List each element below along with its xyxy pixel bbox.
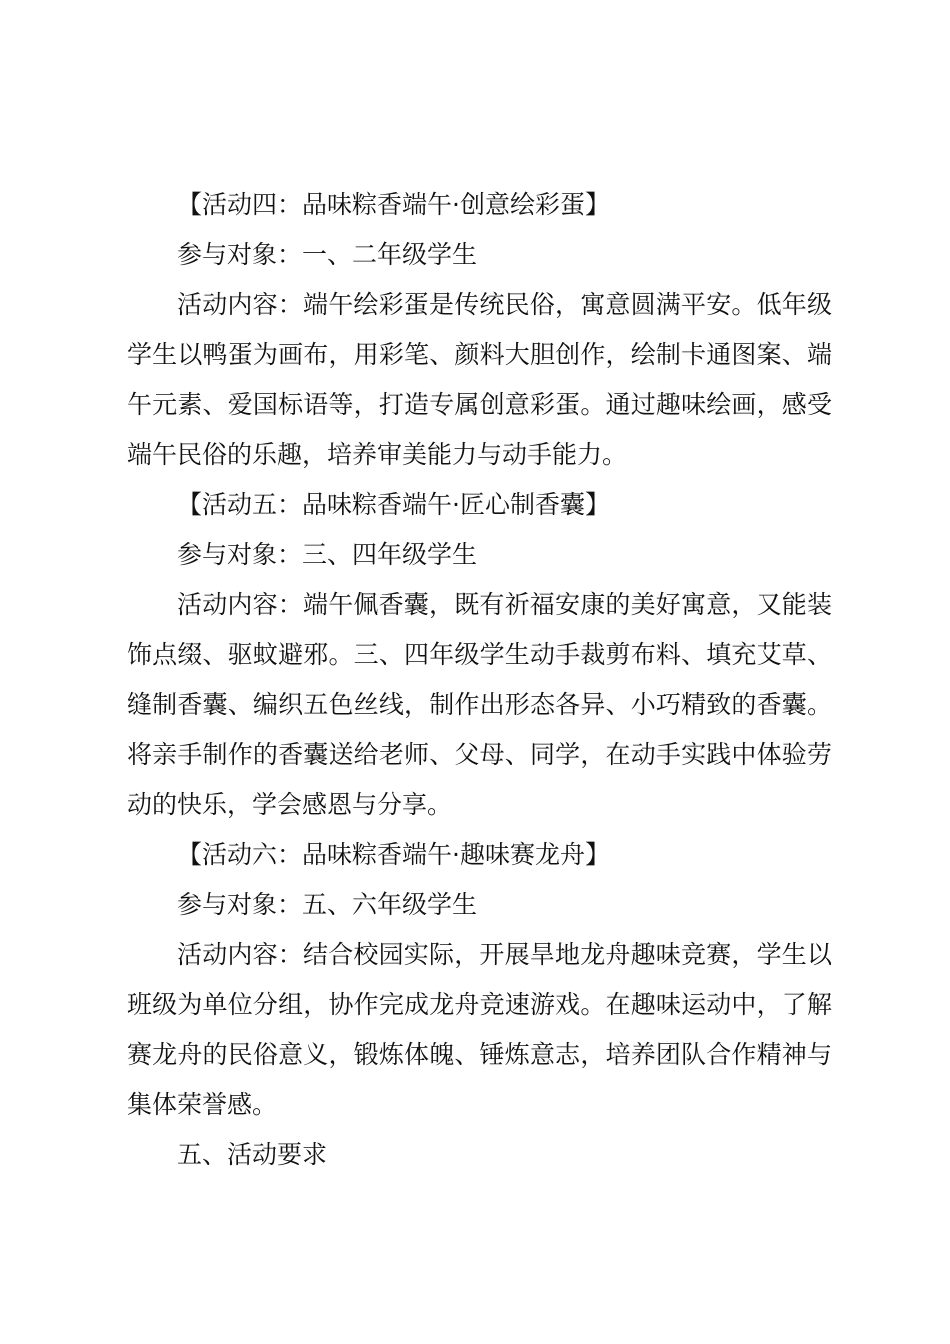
activity-five-participants: 参与对象：三、四年级学生 [177, 540, 478, 569]
activity-four-heading: 【活动四：品味粽香端午·创意绘彩蛋】 [177, 190, 610, 219]
activity-six-participants: 参与对象：五、六年级学生 [177, 890, 478, 919]
activity-six-content: 活动内容：结合校园实际，开展旱地龙舟趣味竞赛，学生以班级为单位分组，协作完成龙舟竞速游戏。在趣味运动中，了解赛龙舟的民俗意义，锻炼体魄、锤炼意志，培养团队合作精神与集体荣誉感。 [127, 940, 832, 1119]
activity-four-participants: 参与对象：一、二年级学生 [177, 240, 478, 269]
activity-five-content: 活动内容：端午佩香囊，既有祈福安康的美好寓意，又能装饰点缀、驱蚊避邪。三、四年级学生动手裁剪布料、填充艾草、缝制香囊、编织五色丝线，制作出形态各异、小巧精致的香囊。将亲手制作的香囊送给老师、父母、同学，在动手实践中体验劳动的快乐，学会感恩与分享。 [127, 590, 832, 819]
section-five-heading: 五、活动要求 [177, 1140, 328, 1169]
document-body [127, 180, 832, 1180]
activity-six-heading: 【活动六：品味粽香端午·趣味赛龙舟】 [177, 840, 610, 869]
activity-five-heading: 【活动五：品味粽香端午·匠心制香囊】 [177, 490, 610, 519]
activity-four-content: 活动内容：端午绘彩蛋是传统民俗，寓意圆满平安。低年级学生以鸭蛋为画布，用彩笔、颜料大胆创作，绘制卡通图案、端午元素、爱国标语等，打造专属创意彩蛋。通过趣味绘画，感受端午民俗的乐趣，培养审美能力与动手能力。 [127, 290, 832, 469]
